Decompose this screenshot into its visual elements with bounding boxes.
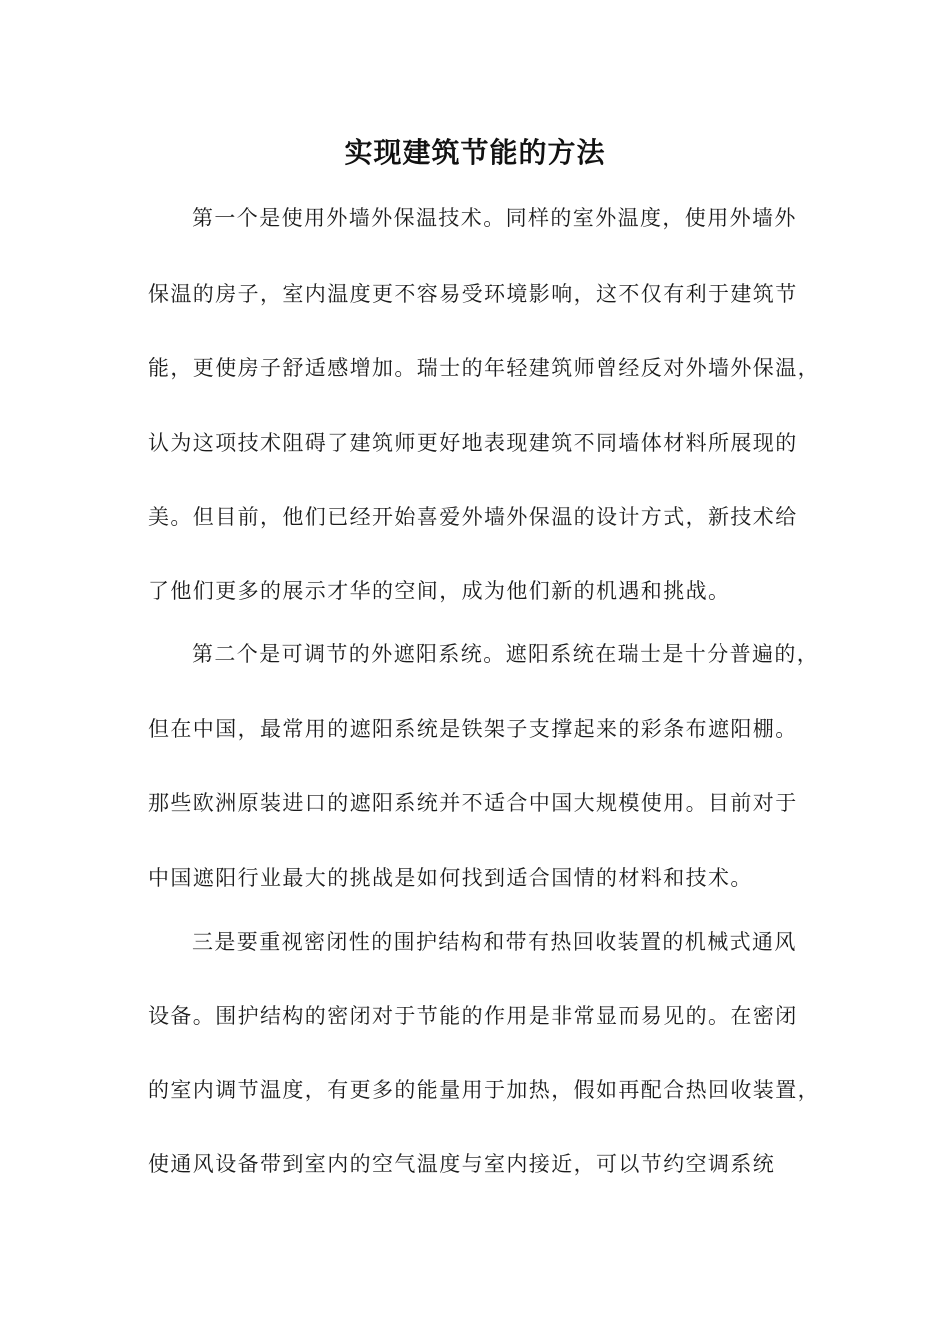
paragraph-1-line-1: 第一个是使用外墙外保温技术。同样的室外温度，使用外墙外: [192, 206, 797, 230]
paragraph-1-line-5: 美。但目前，他们已经开始喜爱外墙外保温的设计方式，新技术给: [148, 505, 798, 529]
paragraph-1-line-6: 了他们更多的展示才华的空间，成为他们新的机遇和挑战。: [148, 579, 731, 603]
paragraph-1-line-4: 认为这项技术阻碍了建筑师更好地表现建筑不同墙体材料所展现的: [148, 431, 798, 455]
paragraph-2-line-4: 中国遮阳行业最大的挑战是如何找到适合国情的材料和技术。: [148, 866, 753, 890]
paragraph-1-line-3: 能，更使房子舒适感增加。瑞士的年轻建筑师曾经反对外墙外保温，: [148, 356, 820, 380]
paragraph-3-line-1: 三是要重视密闭性的围护结构和带有热回收装置的机械式通风: [192, 930, 797, 954]
paragraph-1-line-2: 保温的房子，室内温度更不容易受环境影响，这不仅有利于建筑节: [148, 282, 798, 306]
paragraph-2-line-2: 但在中国，最常用的遮阳系统是铁架子支撑起来的彩条布遮阳棚。: [148, 717, 798, 741]
paragraph-3-line-2: 设备。围护结构的密闭对于节能的作用是非常显而易见的。在密闭: [148, 1004, 798, 1028]
paragraph-3-line-3: 的室内调节温度，有更多的能量用于加热，假如再配合热回收装置，: [148, 1078, 820, 1102]
document-title: 实现建筑节能的方法: [344, 136, 606, 169]
paragraph-3-line-4: 使通风设备带到室内的空气温度与室内接近，可以节约空调系统: [148, 1152, 776, 1176]
paragraph-2-line-1: 第二个是可调节的外遮阳系统。遮阳系统在瑞士是十分普遍的，: [192, 642, 820, 666]
paragraph-2-line-3: 那些欧洲原装进口的遮阳系统并不适合中国大规模使用。目前对于: [148, 791, 798, 815]
